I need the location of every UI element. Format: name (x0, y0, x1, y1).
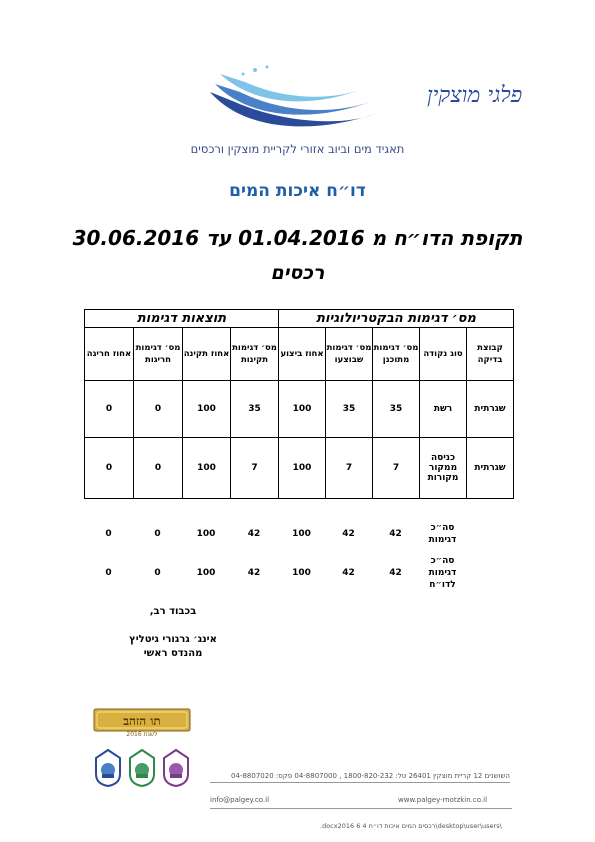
closing-block (128, 605, 218, 661)
table-cell: כניסה ממקור מקורות (420, 438, 467, 499)
col-header: מס׳ דגימות חריגות (134, 328, 183, 381)
certification-seal-icon (94, 748, 122, 788)
table-cell: 35 (373, 381, 420, 438)
col-header: מס׳ דגימות מתוכנן (373, 328, 420, 381)
totals-cell: 42 (389, 529, 402, 539)
table-cell: 0 (134, 381, 183, 438)
totals-cell: 0 (154, 529, 161, 539)
report-title: דו״ח איכות המים (229, 181, 366, 201)
company-logo (205, 62, 523, 142)
logo-droplet (266, 66, 269, 69)
totals-cell: 42 (247, 529, 261, 539)
col-header: אחוז ביצוע (279, 328, 326, 381)
table-cell: 0 (85, 438, 134, 499)
table-cell: 0 (134, 438, 183, 499)
totals-label: סה״כ דגימות לדו״ח (428, 556, 457, 590)
group-header-row (85, 310, 514, 328)
table-cell: רשת (420, 381, 467, 438)
col-header: אחוז תקינה (183, 328, 231, 381)
totals-label: סה״כ דגימות (428, 523, 457, 545)
totals-cell: 0 (105, 568, 112, 578)
table-cell: 35 (231, 381, 279, 438)
logo-droplet (242, 73, 245, 76)
totals-row (84, 552, 513, 594)
logo-droplet (253, 68, 257, 72)
col-header: אחוז חריגה (85, 328, 134, 381)
footer-email[interactable]: info@palgey.co.il (210, 796, 270, 804)
totals-cell: 42 (342, 529, 355, 539)
footer-divider (210, 808, 512, 809)
totals-cell: 100 (196, 568, 216, 578)
col-header: קבוצת בדיקה (467, 328, 514, 381)
report-period: תקופת הדו״ח מ 01.04.2016 עד 30.06.2016 (72, 226, 523, 250)
table-cell: שגרתית (467, 438, 514, 499)
certification-seal-icon (128, 748, 156, 788)
table-cell: 100 (183, 381, 231, 438)
table-cell: 100 (279, 381, 326, 438)
totals-cell: 42 (247, 568, 261, 578)
totals-cell: 42 (389, 568, 402, 578)
totals-cell: 100 (196, 529, 216, 539)
totals-cell: 42 (342, 568, 355, 578)
table-cell: 7 (231, 438, 279, 499)
table-cell: שגרתית (467, 381, 514, 438)
table-cell: 100 (279, 438, 326, 499)
gold-standard-badge (94, 709, 190, 731)
signer-name: אינג׳ גרגורי גיטליץ (129, 634, 217, 645)
totals-row (84, 516, 513, 552)
table-cell: 7 (326, 438, 373, 499)
totals-table (84, 516, 513, 594)
table-row (85, 438, 514, 499)
col-header: מס׳ דגימות שבוצעו (326, 328, 373, 381)
closing-regards: בכבוד רב, (149, 606, 197, 617)
report-region: רכסים (270, 262, 325, 284)
totals-cell (466, 552, 513, 594)
table-cell: 100 (183, 438, 231, 499)
totals-cell: 100 (292, 568, 311, 578)
certification-seal-icon (162, 748, 190, 788)
company-subtitle: תאגיד מים וביוב אזורי לקריית מוצקין ורכסים (190, 142, 405, 156)
logo-text: פלגי מוצקין (427, 83, 523, 108)
col-header: סוג נקודה (420, 328, 467, 381)
col-header: מס׳ דגימות תקינות (231, 328, 279, 381)
badge-label: תו הזהב (123, 714, 161, 728)
totals-cell: 0 (105, 529, 112, 539)
footer-address: השושנים 12 קריית מוצקין 26401 טל: 1800-820-232 , 04-8807000 פקס: 04-8807020 (210, 772, 510, 783)
badge-sub: לשנת 2016 (126, 731, 158, 738)
totals-cell (466, 516, 513, 552)
table-cell: 35 (326, 381, 373, 438)
table-row (85, 381, 514, 438)
signer-role: מהנדס ראשי (143, 648, 203, 659)
totals-cell: 0 (154, 568, 161, 578)
table-cell: 7 (373, 438, 420, 499)
group-header-bacteriology: מס׳ דגימות הבקטריולוגיות (279, 310, 514, 328)
column-header-row (85, 328, 514, 381)
file-path: .docx2016 6 4 רכסים המים איכות דו״ח\desktop\user\users\ (320, 822, 502, 830)
group-header-results: תוצאות דגימות (85, 310, 279, 328)
totals-cell: 100 (292, 529, 311, 539)
footer-website[interactable]: www.palgey-motzkin.co.il (398, 796, 488, 804)
table-cell: 0 (85, 381, 134, 438)
water-quality-table (84, 309, 514, 499)
